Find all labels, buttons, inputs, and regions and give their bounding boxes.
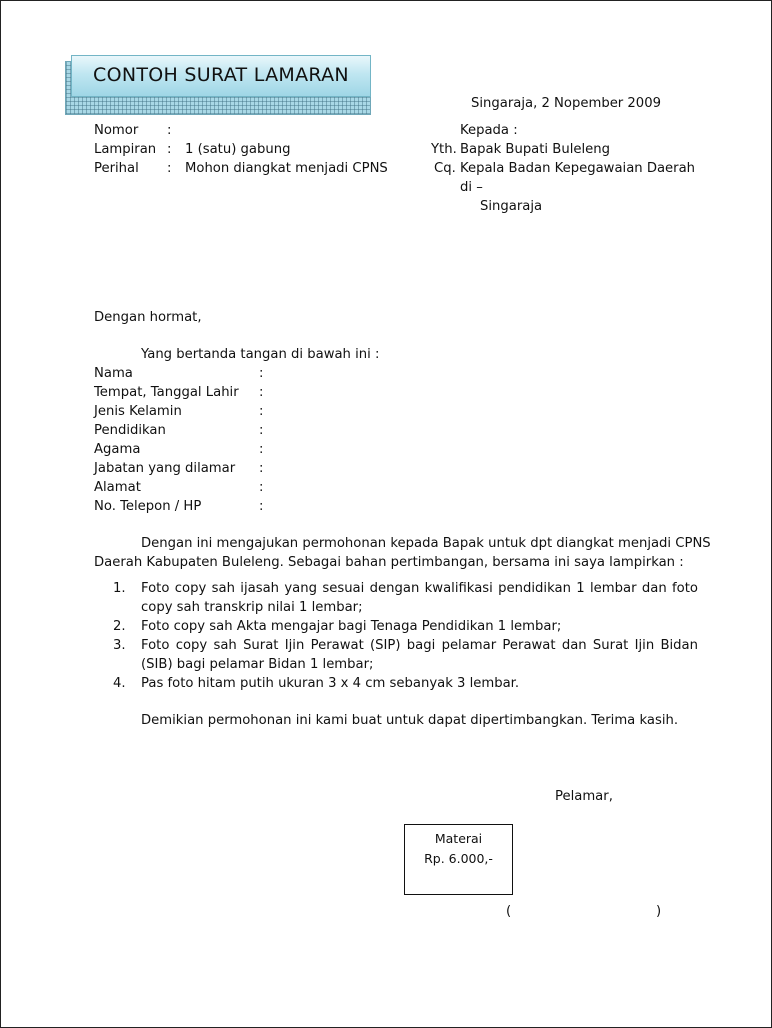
- body-line-2: Daerah Kabupaten Buleleng. Sebagai bahan pertimbangan, bersama ini saya lampirkan :: [94, 555, 684, 570]
- cq-prefix: Cq.: [434, 161, 456, 176]
- signoff: Pelamar,: [555, 789, 613, 804]
- field-nama-sep: :: [259, 366, 264, 381]
- lampiran-sep: :: [167, 142, 172, 157]
- signature-open-bracket: (: [506, 904, 512, 919]
- perihal-sep: :: [167, 161, 172, 176]
- closing-line: Demikian permohonan ini kami buat untuk dapat dipertimbangkan. Terima kasih.: [141, 713, 679, 728]
- yth-value: Bapak Bupati Buleleng: [460, 142, 610, 157]
- list-item-text: Pas foto hitam putih ukuran 3 x 4 cm sebanyak 3 lembar.: [141, 676, 520, 691]
- cq-value: Kepala Badan Kepegawaian Daerah: [460, 161, 696, 176]
- field-address-label: Alamat: [94, 480, 141, 495]
- field-address-sep: :: [259, 480, 264, 495]
- field-education-label: Pendidikan: [94, 423, 166, 438]
- field-religion-sep: :: [259, 442, 264, 457]
- perihal-label: Perihal: [94, 161, 139, 176]
- lampiran-label: Lampiran: [94, 142, 157, 157]
- list-item: [113, 579, 698, 617]
- stamp-box: [404, 824, 513, 895]
- list-item-text: Foto copy sah ijasah yang sesuai dengan kwalifikasi pendidikan 1 lembar dan foto copy sah transkrip nilai 1 lembar;: [141, 581, 698, 615]
- field-position-label: Jabatan yang dilamar: [94, 461, 236, 476]
- recipient-city: Singaraja: [480, 199, 543, 214]
- attachment-list: [113, 579, 698, 693]
- nomor-label: Nomor: [94, 123, 139, 138]
- stamp-line-2: Rp. 6.000,-: [424, 851, 493, 866]
- field-ttl-label: Tempat, Tanggal Lahir: [94, 385, 239, 400]
- list-item: [113, 617, 698, 636]
- yth-prefix: Yth.: [431, 142, 457, 157]
- place-date: Singaraja, 2 Nopember 2009: [471, 96, 661, 111]
- list-item-text: Foto copy sah Akta mengajar bagi Tenaga Pendidikan 1 lembar;: [141, 619, 562, 634]
- field-religion-label: Agama: [94, 442, 141, 457]
- list-item-number: 2.: [113, 619, 126, 634]
- list-item: [113, 636, 698, 674]
- list-item-number: 3.: [113, 638, 126, 653]
- field-education-sep: :: [259, 423, 264, 438]
- field-position-sep: :: [259, 461, 264, 476]
- field-phone-sep: :: [259, 499, 264, 514]
- list-item-text: Foto copy sah Surat Ijin Perawat (SIP) bagi pelamar Perawat dan Surat Ijin Bidan (SIB) bagi pelamar Bidan 1 lembar;: [141, 638, 698, 672]
- field-gender-sep: :: [259, 404, 264, 419]
- perihal-value: Mohon diangkat menjadi CPNS: [185, 161, 388, 176]
- page-title: CONTOH SURAT LAMARAN: [93, 64, 349, 86]
- stamp-line-1: Materai: [434, 831, 483, 846]
- intro-line: Yang bertanda tangan di bawah ini :: [141, 347, 380, 362]
- field-ttl-sep: :: [259, 385, 264, 400]
- list-item-number: 1.: [113, 581, 126, 596]
- field-phone-label: No. Telepon / HP: [94, 499, 202, 514]
- signature-close-bracket: ): [656, 904, 662, 919]
- di-label: di –: [460, 180, 483, 195]
- field-gender-label: Jenis Kelamin: [94, 404, 182, 419]
- list-item-number: 4.: [113, 676, 126, 691]
- body-line-1: Dengan ini mengajukan permohonan kepada Bapak untuk dpt diangkat menjadi CPNS: [141, 536, 711, 551]
- greeting: Dengan hormat,: [94, 310, 202, 325]
- field-nama-label: Nama: [94, 366, 133, 381]
- nomor-sep: :: [167, 123, 172, 138]
- kepada-label: Kepada :: [460, 123, 518, 138]
- list-item: [113, 674, 698, 693]
- lampiran-value: 1 (satu) gabung: [185, 142, 291, 157]
